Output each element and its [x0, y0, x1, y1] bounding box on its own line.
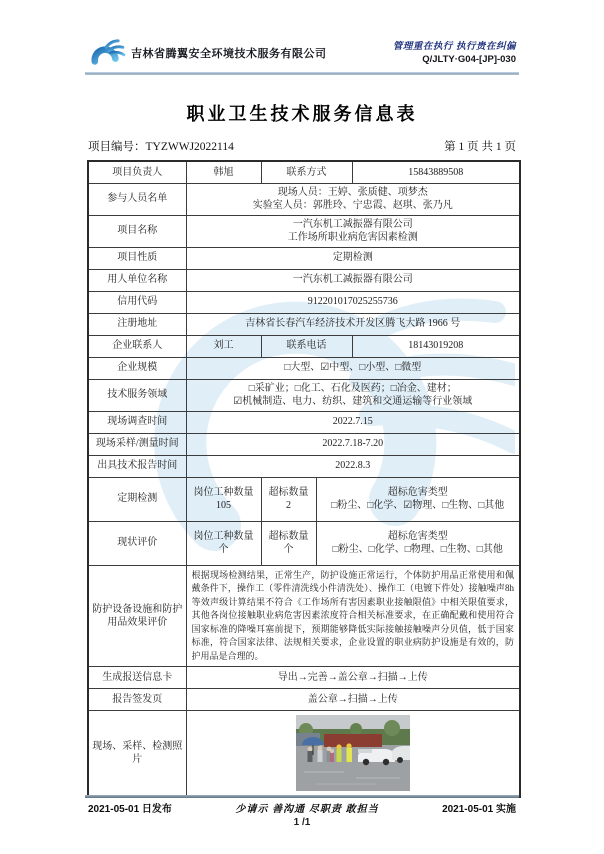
service-field-line2: ☑机械制造、电力、纺织、建筑和交通运输等行业领域: [233, 396, 473, 407]
row-label: 参与人员名单: [88, 183, 186, 215]
row-label: 项目名称: [88, 215, 186, 247]
status-exceed-label: 超标数量: [268, 530, 309, 542]
footer-slogan: 少请示 善沟通 尽职责 敢担当: [235, 804, 379, 815]
row-label: 项目性质: [88, 247, 186, 269]
table-row: [88, 477, 520, 521]
status-exceed: [261, 521, 316, 565]
row-label: 报告签发页: [88, 689, 186, 711]
company-name: 吉林省腾翼安全环境技术服务有限公司: [131, 48, 327, 60]
periodic-exceed-value: 2: [286, 500, 291, 511]
header-right: [393, 38, 516, 65]
leader-name: 韩旭: [186, 161, 261, 183]
table-row: [88, 215, 520, 247]
info-card-steps: 导出→完善→盖公章→扫描→上传: [186, 667, 520, 689]
report-time-value: 2022.8.3: [186, 455, 520, 477]
leader-phone: 15843889508: [352, 161, 520, 183]
row-label: 企业规模: [88, 357, 186, 379]
participants-value: [186, 183, 520, 215]
status-hazard-title: 超标危害类型: [387, 530, 448, 542]
service-field-line1: □采矿业；□化工、石化及医药；□冶金、建材；: [248, 382, 457, 394]
periodic-exceed: [261, 477, 316, 521]
document-meta: [88, 138, 516, 154]
table-row: [88, 667, 520, 689]
status-hazard-checkboxes: □粉尘、□化学、□物理、□生物、□其他: [332, 544, 503, 555]
contact-phone: 18143019208: [352, 335, 520, 357]
row-label: 防护设备设施和防护用品效果评价: [88, 565, 186, 667]
status-exceed-value: 个: [283, 544, 294, 555]
table-row: [88, 291, 520, 313]
table-row: [88, 269, 520, 291]
service-field-checkboxes: [186, 379, 520, 411]
row-label: 出具技术报告时间: [88, 455, 186, 477]
credit-code-value: 912201017025255736: [186, 291, 520, 313]
company-logo-icon: [88, 38, 126, 68]
footer-page-number: 1 /1: [293, 817, 311, 828]
table-row: [88, 565, 520, 667]
status-jobs-label: 岗位工种数量: [193, 530, 254, 542]
table-row: [88, 161, 520, 183]
footer-divider: [85, 795, 519, 798]
project-name-value: [186, 215, 520, 247]
periodic-jobs: [186, 477, 261, 521]
page-title: 职业卫生技术服务信息表: [186, 104, 418, 124]
project-number-value: TYZWWJ2022114: [145, 141, 234, 153]
table-row: [88, 455, 520, 477]
row-label: 现场、采样、检测照片: [88, 711, 186, 797]
table-row: [88, 313, 520, 335]
participants-line1: 现场人员：王婷、张质健、项梦杰: [277, 186, 428, 198]
project-name-line2: 工作场所职业病危害因素检测: [287, 232, 418, 243]
periodic-hazard: [316, 477, 520, 521]
periodic-jobs-value: 105: [216, 500, 231, 511]
table-row: [88, 411, 520, 433]
row-label: 定期检测: [88, 477, 186, 521]
row-label: 现场采样/测量时间: [88, 433, 186, 455]
status-jobs-value: 个: [218, 544, 229, 555]
row-label: 现状评价: [88, 521, 186, 565]
photos-cell: [186, 711, 520, 797]
contact-phone-label: 联系电话: [261, 335, 352, 357]
document-code: Q/JLTY·G04-[JP]-030: [422, 54, 516, 65]
contact-name: 刘工: [186, 335, 261, 357]
survey-time-value: 2022.7.15: [186, 411, 520, 433]
status-jobs: [186, 521, 261, 565]
protection-eval-text: 根据现场检测结果，正常生产，防护设施正常运行，个体防护用品正常使用和佩戴条件下，操作工（零件清洗线小件清洗处）、操作工（电镀下件处）接触噪声8h 等效声级计算结果不符合《工作场所有害因素职业接触限值》中相关限值要求，其他各岗位接触职业病危害因素浓度符合相关标准要求，在正确配戴和使用符合国家标准的降噪耳塞前提下，预期能够降低实际接触接触噪声分贝值，低于国家标准，符合国家法律、法规相关要求，企业设置的职业病防护设施是有效的，防护用品是合理的。: [186, 565, 520, 667]
periodic-jobs-label: 岗位工种数量: [193, 486, 254, 498]
project-number: [88, 138, 234, 154]
table-row: [88, 183, 520, 215]
row-label: 企业联系人: [88, 335, 186, 357]
header-brand: [88, 38, 327, 68]
site-photo: [190, 715, 517, 791]
sampling-time-value: 2022.7.18-7.20: [186, 433, 520, 455]
scale-checkboxes: □大型、☑中型、□小型、□微型: [186, 357, 520, 379]
row-label: 注册地址: [88, 313, 186, 335]
project-number-label: 项目编号：: [88, 141, 146, 153]
participants-line2: 实验室人员：郭胜玲、宁忠霞、赵琪、张乃凡: [252, 200, 453, 211]
contact-label: 联系方式: [261, 161, 352, 183]
table-row: [88, 521, 520, 565]
reg-address-value: 吉林省长春汽车经济技术开发区腾飞大路 1966 号: [186, 313, 520, 335]
row-label: 信用代码: [88, 291, 186, 313]
row-label: 现场调查时间: [88, 411, 186, 433]
periodic-hazard-title: 超标危害类型: [387, 486, 448, 498]
project-name-line1: 一汽东机工减振器有限公司: [292, 218, 413, 230]
row-label: 项目负责人: [88, 161, 186, 183]
periodic-hazard-checkboxes: □粉尘、□化学、☑物理、□生物、□其他: [331, 500, 505, 511]
table-row: [88, 711, 520, 797]
table-row: [88, 689, 520, 711]
footer-implement-date: 2021-05-01 实施: [442, 804, 516, 815]
table-row: [88, 379, 520, 411]
header-divider: [85, 72, 519, 75]
row-label: 技术服务领域: [88, 379, 186, 411]
status-hazard: [316, 521, 520, 565]
document-header: [88, 38, 516, 68]
document-footer: [88, 800, 516, 815]
employer-value: 一汽东机工减振器有限公司: [186, 269, 520, 291]
table-row: [88, 247, 520, 269]
table-row: [88, 433, 520, 455]
page-info: 第 1 页 共 1 页: [444, 141, 516, 153]
nature-value: 定期检测: [186, 247, 520, 269]
sign-page-steps: 盖公章→扫描→上传: [186, 689, 520, 711]
info-table: [87, 160, 521, 798]
table-row: [88, 357, 520, 379]
row-label: 用人单位名称: [88, 269, 186, 291]
row-label: 生成报送信息卡: [88, 667, 186, 689]
table-row: [88, 335, 520, 357]
footer-release-date: 2021-05-01 日发布: [88, 804, 172, 815]
periodic-exceed-label: 超标数量: [268, 486, 309, 498]
header-slogan: 管理重在执行 执行贵在纠偏: [392, 41, 516, 52]
